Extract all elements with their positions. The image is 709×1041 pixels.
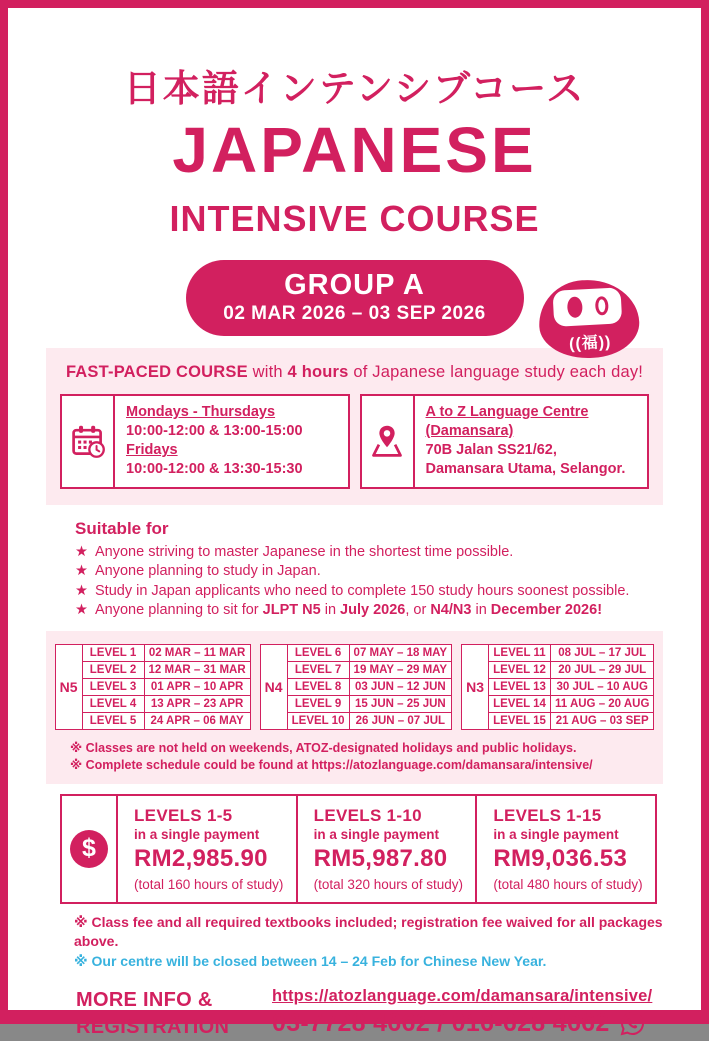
dates-cell: 11 AUG – 20 AUG	[551, 695, 654, 712]
whatsapp-icon[interactable]	[619, 1010, 646, 1037]
text-segment: with	[247, 363, 288, 381]
level-cell: LEVEL 10	[287, 712, 349, 729]
course-intro-band	[46, 348, 663, 505]
fee-note: ※ Class fee and all required textbooks included; registration fee waived for all packages above.	[74, 913, 663, 949]
level-cell: LEVEL 11	[489, 644, 551, 661]
dates-cell: 07 MAY – 18 MAY	[349, 644, 452, 661]
text-segment: Anyone planning to study in Japan.	[95, 563, 321, 579]
table-row	[462, 712, 654, 729]
level-table-n4	[260, 644, 452, 730]
table-row	[260, 678, 451, 695]
level-cell: LEVEL 1	[82, 644, 144, 661]
level-cell: LEVEL 4	[82, 695, 144, 712]
group-label: GROUP A	[284, 269, 425, 301]
level-cell: LEVEL 5	[82, 712, 144, 729]
daruma-mascot-icon	[537, 277, 641, 360]
star-icon: ★	[75, 563, 88, 579]
registration-url-link[interactable]: https://atozlanguage.com/damansara/intensive/	[272, 987, 653, 1005]
location-text	[415, 396, 637, 487]
level-cell: LEVEL 6	[287, 644, 349, 661]
schedule-day-time: 10:00-12:00 & 13:00-15:00	[126, 423, 303, 440]
map-pin-icon	[362, 396, 415, 487]
dollar-icon: $	[70, 830, 108, 868]
levels-schedule-band	[46, 631, 663, 784]
package-price: RM9,036.53	[493, 844, 628, 872]
package-total-hours: (total 160 hours of study)	[134, 876, 284, 892]
calendar-icon	[62, 396, 115, 487]
table-row	[55, 712, 250, 729]
suitable-bullet	[75, 543, 663, 563]
level-group-label: N4	[260, 644, 287, 729]
table-row	[260, 695, 451, 712]
price-package	[296, 796, 476, 902]
price-package	[475, 796, 655, 902]
table-row	[462, 644, 654, 661]
text-segment: Anyone planning to sit for	[95, 602, 263, 618]
group-dates: 02 MAR 2026 – 03 SEP 2026	[223, 303, 486, 324]
location-box	[360, 394, 650, 489]
package-price: RM5,987.80	[313, 844, 448, 872]
schedule-text	[115, 396, 314, 487]
dates-cell: 02 MAR – 11 MAR	[144, 644, 250, 661]
dates-cell: 20 JUL – 29 JUL	[551, 661, 654, 678]
table-row	[260, 644, 451, 661]
schedule-tables	[54, 644, 655, 730]
dates-cell: 13 APR – 23 APR	[144, 695, 250, 712]
package-total-hours: (total 320 hours of study)	[313, 876, 464, 892]
mascot-eye-left	[567, 296, 583, 318]
table-row	[55, 695, 250, 712]
dates-cell: 15 JUN – 25 JUN	[349, 695, 452, 712]
suitable-bullet	[75, 562, 663, 582]
location-address-line: 70B Jalan SS21/62,	[425, 442, 557, 459]
suitable-bullet	[75, 582, 663, 602]
intro-line	[60, 363, 649, 382]
text-segment: 4 hours	[287, 363, 349, 381]
level-cell: LEVEL 9	[287, 695, 349, 712]
level-cell: LEVEL 12	[489, 661, 551, 678]
table-row	[462, 695, 654, 712]
package-price: RM2,985.90	[134, 844, 268, 872]
package-title: LEVELS 1-15	[493, 805, 602, 825]
package-subtitle: in a single payment	[313, 826, 439, 842]
dates-cell: 08 JUL – 17 JUL	[551, 644, 654, 661]
level-group-label: N5	[55, 644, 82, 729]
dates-cell: 24 APR – 06 MAY	[144, 712, 250, 729]
page-title-japanese: 日本語インテンシブコース	[123, 68, 586, 109]
dates-cell: 26 JUN – 07 JUL	[349, 712, 452, 729]
location-name-line: (Damansara)	[425, 423, 514, 440]
package-title: LEVELS 1-5	[134, 805, 233, 825]
text-segment: , or	[405, 602, 431, 618]
mascot-face	[552, 287, 622, 327]
contact-section	[76, 987, 701, 1041]
text-segment: July 2026	[340, 602, 406, 618]
package-subtitle: in a single payment	[134, 826, 260, 842]
table-row	[260, 661, 451, 678]
level-table-n3	[461, 644, 654, 730]
table-row	[55, 644, 250, 661]
level-cell: LEVEL 3	[82, 678, 144, 695]
level-cell: LEVEL 13	[489, 678, 551, 695]
table-row	[462, 661, 654, 678]
dates-cell: 30 JUL – 10 AUG	[551, 678, 654, 695]
star-icon: ★	[75, 543, 88, 560]
table-row	[260, 712, 451, 729]
mascot-eye-right	[595, 296, 609, 316]
schedule-day-title: Mondays - Thursdays	[126, 404, 276, 420]
star-icon: ★	[75, 582, 88, 599]
text-segment: of Japanese language study each day!	[348, 363, 644, 381]
dates-cell: 01 APR – 10 APR	[144, 678, 250, 695]
level-cell: LEVEL 8	[287, 678, 349, 695]
text-segment: FAST-PACED COURSE	[65, 363, 248, 381]
package-subtitle: in a single payment	[493, 826, 619, 842]
dates-cell: 21 AUG – 03 SEP	[551, 712, 654, 729]
star-icon: ★	[75, 602, 88, 618]
suitable-for-section	[46, 519, 663, 621]
level-cell: LEVEL 15	[489, 712, 551, 729]
text-segment: JLPT N5	[262, 602, 321, 618]
dates-cell: 03 JUN – 12 JUN	[349, 678, 452, 695]
schedule-box	[60, 394, 350, 489]
table-row	[55, 678, 250, 695]
text-segment: December 2026!	[490, 602, 603, 618]
level-cell: LEVEL 7	[287, 661, 349, 678]
level-table-n5	[55, 644, 251, 730]
text-segment: N4/N3	[430, 602, 472, 618]
price-package	[118, 796, 296, 902]
table-row	[462, 678, 654, 695]
suitable-heading: Suitable for	[75, 518, 169, 538]
dates-cell: 12 MAR – 31 MAR	[144, 661, 250, 678]
level-cell: LEVEL 2	[82, 661, 144, 678]
text-segment: Anyone striving to master Japanese in the shortest time possible.	[95, 543, 514, 560]
suitable-bullet	[75, 601, 663, 621]
schedule-note: ※ Complete schedule could be found at https://atozlanguage.com/damansara/intensive/	[70, 757, 593, 772]
location-name-line: A to Z Language Centre	[425, 404, 589, 420]
schedule-day-time: 10:00-12:00 & 13:30-15:30	[126, 461, 303, 478]
schedule-note: ※ Classes are not held on weekends, ATOZ-designated holidays and public holidays.	[70, 740, 577, 755]
package-total-hours: (total 480 hours of study)	[493, 876, 643, 892]
suitable-list	[75, 543, 663, 621]
contact-phones: 03-7728 4662 / 016-628 4662	[272, 1009, 610, 1037]
level-group-label: N3	[462, 644, 489, 729]
schedule-day-title: Fridays	[126, 442, 178, 459]
text-segment: Study in Japan applicants who need to complete 150 study hours soonest possible.	[95, 582, 630, 599]
text-segment: in	[320, 602, 341, 618]
contact-label: MORE INFO & REGISTRATION	[76, 989, 230, 1038]
closure-note: ※ Our centre will be closed between 14 – 24 Feb for Chinese New Year.	[74, 952, 547, 969]
pricing-box	[60, 794, 657, 904]
level-cell: LEVEL 14	[489, 695, 551, 712]
dates-cell: 19 MAY – 29 MAY	[349, 661, 452, 678]
page-subtitle: INTENSIVE COURSE	[169, 198, 540, 239]
mascot-mouth-text: ((福))	[568, 333, 612, 354]
footer-notes	[74, 913, 701, 972]
table-row	[55, 661, 250, 678]
pricing-packages	[118, 796, 655, 902]
package-title: LEVELS 1-10	[313, 805, 422, 825]
location-address-line: Damansara Utama, Selangor.	[425, 461, 626, 478]
group-badge	[186, 260, 524, 336]
schedule-notes	[70, 740, 655, 774]
page-title: JAPANESE	[172, 114, 537, 186]
text-segment: in	[471, 602, 491, 618]
